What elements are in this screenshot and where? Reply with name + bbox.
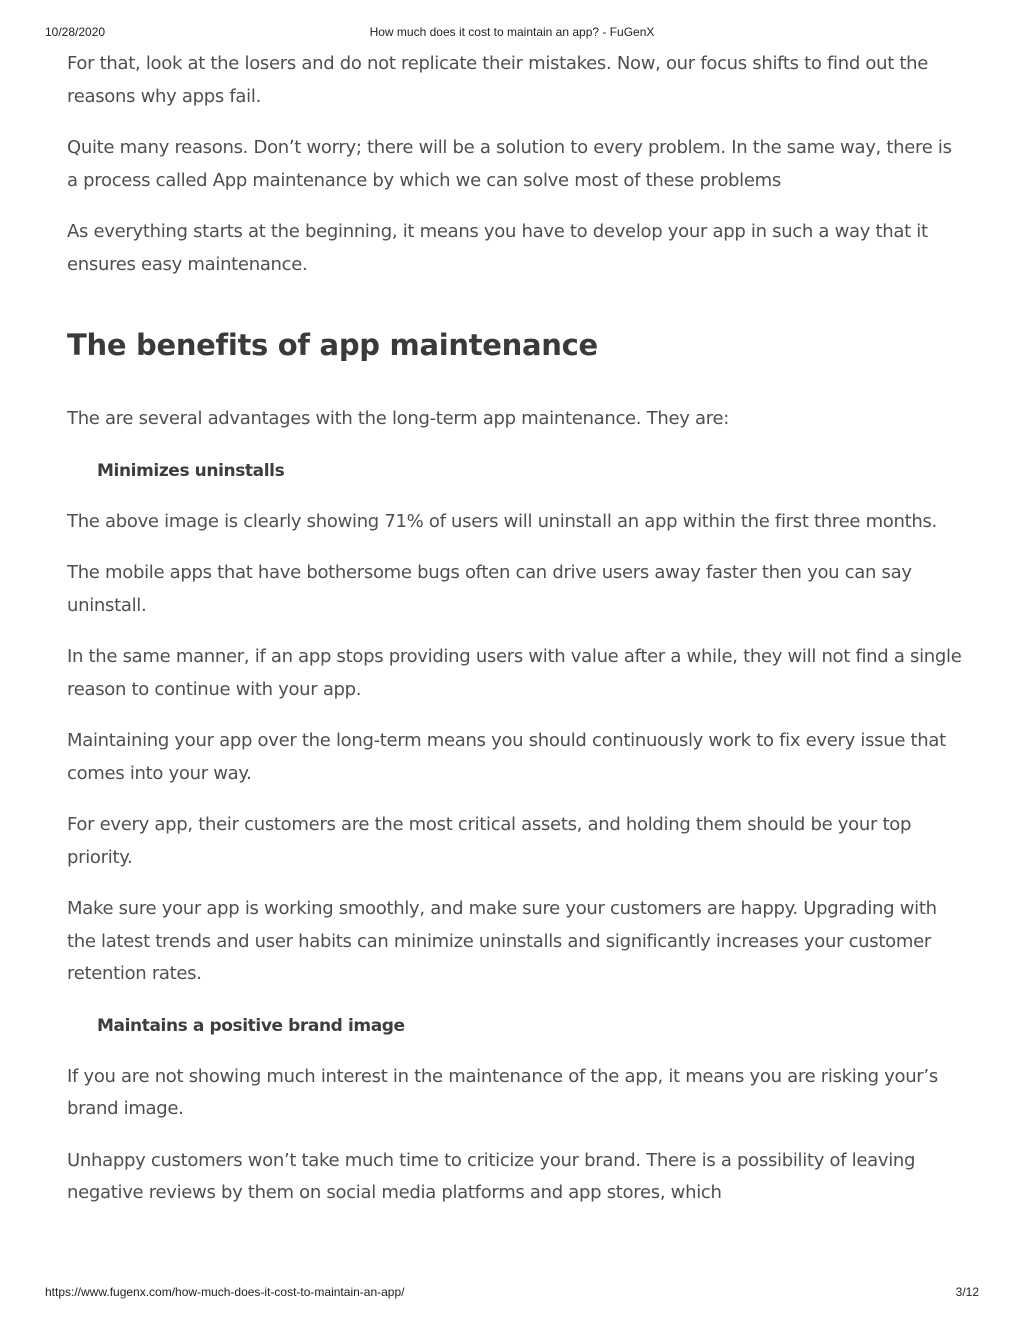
subheading-brand-image: Maintains a positive brand image bbox=[97, 1015, 405, 1036]
paragraph: Quite many reasons. Don’t worry; there will be a solution to every problem. In the same way, there is a process called App maintenance by which we can solve most of these problems bbox=[67, 137, 952, 191]
paragraph: For that, look at the losers and do not replicate their mistakes. Now, our focus shifts to find out the reasons why apps fail. bbox=[67, 53, 929, 107]
article-body bbox=[67, 48, 962, 1229]
paragraph: The are several advantages with the long-term app maintenance. They are: bbox=[67, 408, 729, 429]
paragraph: If you are not showing much interest in the maintenance of the app, it means you are risking your’s brand image. bbox=[67, 1065, 938, 1119]
section-heading: The benefits of app maintenance bbox=[67, 328, 598, 362]
paragraph: Make sure your app is working smoothly, and make sure your customers are happy. Upgrading with the latest trends and user habits can minimize uninstalls and significantly increases your customer retention rates. bbox=[67, 898, 937, 984]
print-footer bbox=[45, 1285, 979, 1301]
page-url: https://www.fugenx.com/how-much-does-it-cost-to-maintain-an-app/ bbox=[45, 1285, 405, 1299]
print-date: 10/28/2020 bbox=[45, 25, 106, 39]
paragraph: The above image is clearly showing 71% of users will uninstall an app within the first three months. bbox=[67, 510, 937, 532]
paragraph: For every app, their customers are the most critical assets, and holding them should be your top priority. bbox=[67, 814, 912, 868]
paragraph: The mobile apps that have bothersome bugs often can drive users away faster then you can say uninstall. bbox=[67, 562, 912, 616]
subheading-minimizes-uninstalls: Minimizes uninstalls bbox=[97, 460, 285, 481]
paragraph: In the same manner, if an app stops providing users with value after a while, they will not find a single reason to continue with your app. bbox=[67, 646, 962, 700]
paragraph: Unhappy customers won’t take much time to criticize your brand. There is a possibility of leaving negative reviews by them on social media platforms and app stores, which bbox=[67, 1149, 916, 1203]
paragraph: As everything starts at the beginning, it means you have to develop your app in such a way that it ensures easy maintenance. bbox=[67, 221, 928, 275]
print-header bbox=[45, 25, 979, 41]
page-title: How much does it cost to maintain an app? - FuGenX bbox=[369, 25, 655, 39]
paragraph: Maintaining your app over the long-term means you should continuously work to fix every issue that comes into your way. bbox=[67, 730, 946, 784]
page-number: 3/12 bbox=[955, 1285, 979, 1299]
